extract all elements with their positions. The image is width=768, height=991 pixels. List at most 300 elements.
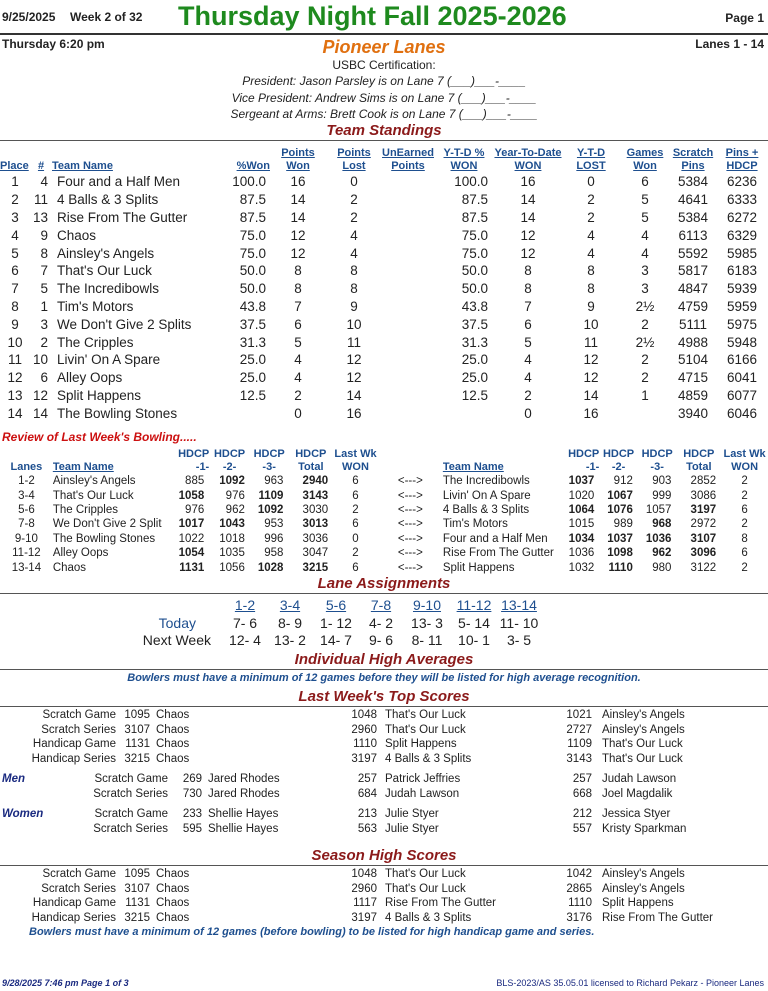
standings-cell bbox=[382, 209, 434, 227]
lane-header: 5-6 bbox=[325, 597, 347, 613]
standings-header: Games Won bbox=[626, 147, 664, 172]
standings-cell: 9 bbox=[40, 227, 48, 243]
standings-cell: 2 bbox=[641, 352, 649, 368]
score-value: 212 bbox=[572, 808, 592, 820]
standings-cell: 75.0 bbox=[239, 245, 266, 261]
score-value: 2960 bbox=[351, 882, 377, 895]
score-holder: Split Happens bbox=[602, 897, 674, 909]
standings-cell: Split Happens bbox=[57, 387, 142, 403]
league-title: Thursday Night Fall 2025-2026 bbox=[178, 1, 567, 31]
standings-cell: 5104 bbox=[677, 352, 709, 368]
lanes-range: Lanes 1 - 14 bbox=[695, 37, 764, 51]
standings-cell: 16 bbox=[583, 405, 599, 421]
review-cell: 4 Balls & 3 Splits bbox=[442, 503, 530, 516]
standings-cell: The Cripples bbox=[57, 334, 134, 350]
score-holder: Shellie Hayes bbox=[208, 822, 279, 835]
review-cell: 1-2 bbox=[18, 475, 35, 488]
review-cell: We Don't Give 2 Split bbox=[52, 518, 162, 531]
standings-cell: 43.8 bbox=[239, 298, 266, 314]
score-value: 213 bbox=[357, 808, 377, 820]
standings-cell: 4 bbox=[40, 174, 48, 190]
review-cell: 7-8 bbox=[18, 518, 35, 531]
standings-cell: 10 bbox=[583, 316, 599, 332]
score-category: Scratch Series bbox=[41, 723, 116, 736]
score-holder: That's Our Luck bbox=[602, 752, 683, 765]
standings-cell: 5 bbox=[641, 192, 649, 208]
review-cell: 6 bbox=[352, 489, 359, 502]
lane-today: 7- 6 bbox=[232, 615, 258, 631]
score-holder: Julie Styer bbox=[385, 808, 439, 820]
lane-next-week: 12- 4 bbox=[229, 632, 261, 648]
review-cell: Four and a Half Men bbox=[442, 532, 548, 545]
standings-cell: 6329 bbox=[726, 227, 758, 243]
standings-header: Points Won bbox=[281, 147, 315, 172]
review-cell: 1092 bbox=[219, 475, 245, 488]
review-cell: 962 bbox=[652, 547, 672, 560]
lane-assignments-title: Lane Assignments bbox=[317, 575, 451, 592]
score-holder: That's Our Luck bbox=[385, 709, 466, 721]
review-cell: 1043 bbox=[219, 518, 245, 531]
review-cell: 1064 bbox=[568, 503, 595, 516]
review-table bbox=[0, 444, 768, 575]
review-cell: 3197 bbox=[690, 503, 717, 516]
review-cell: 962 bbox=[225, 503, 245, 516]
standings-row bbox=[0, 387, 768, 405]
review-cell: 3036 bbox=[302, 532, 329, 545]
score-holder: Judah Lawson bbox=[385, 787, 460, 800]
review-cell: 1098 bbox=[607, 547, 633, 560]
review-cell: Rise From The Gutter bbox=[442, 547, 554, 560]
standings-cell: We Don't Give 2 Splits bbox=[57, 316, 192, 332]
review-cell: 1022 bbox=[178, 532, 205, 545]
standings-cell: 1 bbox=[641, 387, 649, 403]
standings-cell: That's Our Luck bbox=[57, 263, 152, 279]
standings-row bbox=[0, 369, 768, 387]
review-row bbox=[0, 517, 768, 531]
standings-cell: 3 bbox=[641, 281, 649, 297]
standings-cell: 7 bbox=[294, 298, 302, 314]
review-cell: 1131 bbox=[179, 561, 205, 574]
standings-cell: 12 bbox=[290, 227, 306, 243]
score-holder: Rise From The Gutter bbox=[602, 911, 713, 924]
review-cell: 1018 bbox=[219, 532, 245, 545]
review-header: HDCP -2- bbox=[213, 448, 246, 473]
season-high-title: Season High Scores bbox=[311, 847, 457, 864]
standings-cell: 8 bbox=[40, 245, 48, 261]
officer-sergeant: Sergeant at Arms: Brett Cook is on Lane 7 (___)___-____ bbox=[230, 107, 538, 121]
review-cell: 0 bbox=[352, 532, 359, 545]
score-value: 1048 bbox=[351, 868, 377, 880]
score-category: Scratch Series bbox=[93, 822, 168, 835]
standings-cell: 8 bbox=[294, 281, 302, 297]
review-cell: 11-12 bbox=[12, 547, 41, 560]
lane-today: 1- 12 bbox=[320, 615, 352, 631]
review-header: Last Wk WON bbox=[723, 448, 766, 473]
report-date: 9/25/2025 bbox=[2, 10, 56, 24]
standings-cell: 2 bbox=[524, 387, 532, 403]
standings-cell: 2 bbox=[40, 334, 48, 350]
review-cell: 1054 bbox=[178, 547, 205, 560]
score-holder: Shellie Hayes bbox=[208, 808, 279, 820]
standings-row bbox=[0, 226, 768, 244]
standings-cell: 2½ bbox=[635, 298, 655, 314]
score-value: 3215 bbox=[124, 752, 150, 765]
standings-header: %Won bbox=[236, 160, 270, 172]
standings-cell: 7 bbox=[11, 281, 19, 297]
score-value: 3197 bbox=[351, 752, 377, 765]
standings-cell: 4 bbox=[587, 245, 595, 261]
lane-next-week: 10- 1 bbox=[458, 632, 490, 648]
score-value: 2865 bbox=[566, 882, 592, 895]
standings-cell bbox=[220, 404, 270, 422]
score-category: Scratch Series bbox=[41, 882, 116, 895]
score-category: Scratch Series bbox=[93, 787, 168, 800]
today-label: Today bbox=[158, 615, 196, 631]
standings-row bbox=[0, 280, 768, 298]
standings-cell: 12 bbox=[346, 370, 362, 386]
score-value: 595 bbox=[182, 822, 202, 835]
standings-cell: 11 bbox=[346, 334, 361, 350]
standings-header: Scratch Pins bbox=[672, 147, 714, 172]
score-holder: Rise From The Gutter bbox=[385, 897, 496, 909]
standings-row bbox=[0, 315, 768, 333]
review-cell: 2 bbox=[741, 518, 748, 531]
standings-cell: 1 bbox=[40, 298, 48, 314]
standings-cell: 6272 bbox=[726, 209, 758, 225]
score-holder: Jared Rhodes bbox=[208, 787, 280, 800]
review-header: HDCP Total bbox=[683, 448, 715, 473]
standings-cell: 87.5 bbox=[461, 192, 488, 208]
lane-header: 13-14 bbox=[501, 597, 537, 613]
averages-rule bbox=[0, 669, 768, 670]
standings-cell: 25.0 bbox=[461, 370, 488, 386]
review-cell: 1036 bbox=[645, 532, 672, 545]
standings-cell: Rise From The Gutter bbox=[57, 209, 188, 225]
high-averages-title: Individual High Averages bbox=[294, 651, 474, 668]
season-rule bbox=[0, 865, 768, 866]
score-value: 257 bbox=[357, 773, 377, 785]
review-cell: 2852 bbox=[690, 475, 717, 488]
standings-cell: 13 bbox=[32, 209, 48, 225]
standings-cell: 6 bbox=[524, 316, 532, 332]
review-row bbox=[0, 532, 768, 546]
standings-cell bbox=[620, 404, 670, 422]
score-value: 1117 bbox=[353, 897, 377, 909]
review-cell: 3122 bbox=[690, 561, 717, 574]
standings-cell: 100.0 bbox=[454, 174, 488, 190]
score-value: 1110 bbox=[568, 897, 592, 909]
score-value: 1048 bbox=[351, 709, 377, 721]
review-header: HDCP -1- bbox=[178, 448, 210, 473]
score-value: 1110 bbox=[353, 738, 377, 750]
review-cell: Tim's Motors bbox=[442, 518, 508, 531]
standings-header: Y-T-D % WON bbox=[443, 147, 485, 172]
standings-cell: 2 bbox=[641, 370, 649, 386]
review-cell: <---> bbox=[397, 503, 423, 516]
standings-cell: 4715 bbox=[677, 370, 709, 386]
standings-cell: 5 bbox=[11, 245, 19, 261]
standings-cell: 75.0 bbox=[239, 227, 266, 243]
standings-cell: 4 bbox=[587, 227, 595, 243]
score-holder: Chaos bbox=[156, 752, 190, 765]
lane-today: 13- 3 bbox=[411, 615, 443, 631]
standings-cell: 31.3 bbox=[239, 334, 266, 350]
lane-today: 5- 14 bbox=[458, 615, 490, 631]
review-cell: The Incredibowls bbox=[442, 475, 530, 488]
standings-cell: 31.3 bbox=[461, 334, 488, 350]
review-cell: The Cripples bbox=[52, 503, 119, 516]
score-category: Handicap Game bbox=[32, 897, 116, 909]
standings-cell: 4 bbox=[294, 370, 302, 386]
review-row bbox=[0, 488, 768, 502]
review-cell: 13-14 bbox=[11, 561, 42, 574]
footer-timestamp: 9/28/2025 7:46 pm Page 1 of 3 bbox=[2, 978, 129, 988]
usbc-certification: USBC Certification: bbox=[332, 58, 436, 72]
review-cell: The Bowling Stones bbox=[52, 532, 156, 545]
standings-cell: 2 bbox=[587, 209, 595, 225]
standings-cell: Alley Oops bbox=[57, 370, 123, 386]
standings-cell: 5384 bbox=[677, 174, 709, 190]
review-cell: 1092 bbox=[257, 503, 284, 516]
score-holder: Patrick Jeffries bbox=[385, 773, 461, 785]
score-holder: Ainsley's Angels bbox=[602, 723, 685, 736]
lane-today: 11- 10 bbox=[499, 615, 539, 631]
standings-cell: 25.0 bbox=[239, 352, 266, 368]
score-value: 233 bbox=[182, 808, 202, 820]
standings-cell: 16 bbox=[346, 405, 362, 421]
review-cell: 976 bbox=[185, 503, 205, 516]
standings-cell: 6183 bbox=[726, 263, 758, 279]
standings-cell: 5 bbox=[524, 334, 532, 350]
standings-cell: 6077 bbox=[726, 387, 758, 403]
lane-next-week: 13- 2 bbox=[274, 632, 306, 648]
standings-cell bbox=[382, 262, 434, 280]
standings-cell: 12 bbox=[290, 245, 306, 261]
standings-cell: 14 bbox=[290, 209, 306, 225]
score-holder: Ainsley's Angels bbox=[602, 709, 685, 721]
standings-cell: 14 bbox=[32, 405, 48, 421]
lane-today: 8- 9 bbox=[277, 615, 303, 631]
standings-cell: 6166 bbox=[726, 352, 758, 368]
review-cell: 1036 bbox=[568, 547, 595, 560]
score-value: 668 bbox=[572, 787, 592, 800]
standings-cell: 8 bbox=[350, 263, 358, 279]
standings-cell: 12.5 bbox=[239, 387, 266, 403]
review-cell: 1028 bbox=[257, 561, 284, 574]
lane-today: 4- 2 bbox=[368, 615, 394, 631]
lane-next-week: 3- 5 bbox=[506, 632, 532, 648]
score-holder: That's Our Luck bbox=[385, 868, 466, 880]
standings-cell bbox=[382, 280, 434, 298]
review-cell: 1034 bbox=[568, 532, 595, 545]
standings-cell: 12 bbox=[346, 352, 362, 368]
score-value: 730 bbox=[182, 787, 202, 800]
standings-row bbox=[0, 244, 768, 262]
standings-row bbox=[0, 191, 768, 209]
review-cell: <---> bbox=[397, 561, 423, 574]
score-value: 3107 bbox=[124, 882, 150, 895]
review-cell: 3215 bbox=[302, 561, 329, 574]
review-cell: 1037 bbox=[568, 475, 595, 488]
standings-cell: 2 bbox=[350, 209, 358, 225]
score-value: 269 bbox=[182, 773, 202, 785]
review-cell: 3-4 bbox=[18, 489, 35, 502]
standings-header: Pins + HDCP bbox=[725, 147, 759, 172]
standings-cell: 100.0 bbox=[232, 174, 266, 190]
review-cell: 1020 bbox=[568, 489, 595, 502]
standings-cell: 6 bbox=[40, 370, 48, 386]
standings-cell: 50.0 bbox=[239, 281, 266, 297]
review-cell: 996 bbox=[264, 532, 284, 545]
season-high-note: Bowlers must have a minimum of 12 games (before bowling) to be listed for high handicap game and series. bbox=[29, 926, 595, 938]
standings-cell: 11 bbox=[583, 334, 598, 350]
standings-cell bbox=[382, 244, 434, 262]
review-row bbox=[0, 546, 768, 560]
standings-cell: 9 bbox=[350, 298, 358, 314]
standings-cell: 1 bbox=[11, 174, 19, 190]
score-holder: Chaos bbox=[156, 709, 190, 721]
standings-cell: 4 bbox=[641, 245, 649, 261]
standings-cell: 43.8 bbox=[461, 298, 488, 314]
standings-cell: 4 Balls & 3 Splits bbox=[57, 192, 159, 208]
score-category: Scratch Game bbox=[94, 773, 168, 785]
standings-cell: 14 bbox=[520, 209, 536, 225]
page-number: Page 1 bbox=[725, 11, 764, 25]
score-holder: That's Our Luck bbox=[385, 882, 466, 895]
review-cell: <---> bbox=[397, 547, 423, 560]
score-value: 3143 bbox=[566, 752, 592, 765]
review-cell: Chaos bbox=[52, 561, 87, 574]
standings-header: Y-T-D LOST bbox=[576, 147, 606, 172]
standings-cell: 8 bbox=[587, 281, 595, 297]
standings-cell: 11 bbox=[33, 192, 48, 208]
standings-cell bbox=[382, 369, 434, 387]
score-holder: Split Happens bbox=[385, 738, 457, 750]
standings-cell: 6 bbox=[11, 263, 19, 279]
review-cell: <---> bbox=[397, 475, 423, 488]
score-category: Scratch Game bbox=[94, 808, 168, 820]
standings-cell: 5975 bbox=[726, 316, 758, 332]
score-holder: Chaos bbox=[156, 738, 190, 750]
standings-header: UnEarned Points bbox=[382, 147, 434, 172]
review-cell: 989 bbox=[613, 518, 633, 531]
standings-cell: 12 bbox=[520, 227, 536, 243]
review-cell: 3030 bbox=[302, 503, 329, 516]
standings-cell: 16 bbox=[290, 174, 306, 190]
review-cell: 2940 bbox=[302, 475, 329, 488]
review-cell: 3047 bbox=[302, 547, 329, 560]
next-week-label: Next Week bbox=[142, 632, 211, 648]
standings-cell: 14 bbox=[346, 387, 362, 403]
standings-row bbox=[0, 351, 768, 369]
standings-cell: Chaos bbox=[57, 227, 97, 243]
standings-cell: 14 bbox=[7, 405, 23, 421]
review-cell: 3013 bbox=[302, 518, 329, 531]
standings-cell: 6236 bbox=[726, 174, 758, 190]
standings-cell: 12.5 bbox=[461, 387, 488, 403]
review-cell: 903 bbox=[652, 475, 672, 488]
score-holder: Jessica Styer bbox=[602, 808, 671, 820]
standings-cell: 4 bbox=[350, 245, 358, 261]
standings-cell: 5939 bbox=[726, 281, 758, 297]
standings-row bbox=[0, 298, 768, 316]
standings-cell: 37.5 bbox=[239, 316, 266, 332]
score-holder: Chaos bbox=[156, 868, 190, 880]
review-cell: 1109 bbox=[258, 489, 284, 502]
score-category: Handicap Series bbox=[31, 911, 116, 924]
standings-cell: 4847 bbox=[677, 281, 709, 297]
review-cell: 6 bbox=[741, 547, 748, 560]
standings-cell: 4 bbox=[350, 227, 358, 243]
review-cell: 2 bbox=[352, 547, 359, 560]
standings-cell: Ainsley's Angels bbox=[57, 245, 155, 261]
review-cell: 1032 bbox=[568, 561, 595, 574]
review-header: Lanes bbox=[10, 461, 43, 473]
standings-cell: 3 bbox=[641, 263, 649, 279]
standings-cell: 6113 bbox=[678, 227, 708, 243]
score-holder: That's Our Luck bbox=[602, 738, 683, 750]
score-value: 563 bbox=[357, 822, 377, 835]
review-header: Team Name bbox=[442, 461, 504, 473]
standings-cell: 4641 bbox=[677, 192, 709, 208]
standings-row bbox=[0, 173, 768, 191]
standings-cell bbox=[382, 226, 434, 244]
review-cell: 1067 bbox=[607, 489, 633, 502]
score-holder: Julie Styer bbox=[385, 822, 439, 835]
standings-cell: 4 bbox=[294, 352, 302, 368]
standings-cell bbox=[382, 387, 434, 405]
standings-cell: 7 bbox=[524, 298, 532, 314]
standings-cell: 75.0 bbox=[461, 227, 488, 243]
standings-cell: 12 bbox=[583, 370, 599, 386]
score-holder: 4 Balls & 3 Splits bbox=[385, 911, 472, 924]
review-row bbox=[0, 474, 768, 488]
standings-cell: 5817 bbox=[677, 263, 709, 279]
standings-cell: 4759 bbox=[677, 298, 709, 314]
standings-cell: 8 bbox=[587, 263, 595, 279]
men-label: Men bbox=[2, 773, 25, 785]
score-value: 2727 bbox=[566, 723, 592, 736]
score-holder: Ainsley's Angels bbox=[602, 882, 685, 895]
standings-row bbox=[0, 333, 768, 351]
standings-cell: 14 bbox=[583, 387, 599, 403]
lane-next-week: 14- 7 bbox=[320, 632, 352, 648]
standings-cell: 7 bbox=[40, 263, 48, 279]
standings-cell: 6333 bbox=[726, 192, 758, 208]
lane-next-week: 9- 6 bbox=[368, 632, 394, 648]
review-header: HDCP -1- bbox=[568, 448, 600, 473]
review-cell: 6 bbox=[352, 475, 359, 488]
score-holder: Ainsley's Angels bbox=[602, 868, 685, 880]
review-cell: 5-6 bbox=[18, 503, 35, 516]
team-standings-title: Team Standings bbox=[326, 122, 442, 139]
standings-cell: 4 bbox=[641, 227, 649, 243]
standings-header: Points Lost bbox=[337, 147, 371, 172]
score-category: Scratch Game bbox=[42, 709, 116, 721]
review-cell: 6 bbox=[741, 503, 748, 516]
score-holder: Chaos bbox=[156, 723, 190, 736]
review-cell: 8 bbox=[741, 532, 748, 545]
review-cell: 6 bbox=[352, 561, 359, 574]
review-cell: 2 bbox=[741, 561, 748, 574]
review-header: Team Name bbox=[52, 461, 114, 473]
standings-header: Place bbox=[0, 160, 29, 172]
standings-cell: 87.5 bbox=[461, 209, 488, 225]
standings-cell: 4 bbox=[524, 370, 532, 386]
standings-cell: 12 bbox=[32, 387, 48, 403]
standings-table bbox=[0, 141, 768, 422]
standings-cell: 5 bbox=[641, 209, 649, 225]
